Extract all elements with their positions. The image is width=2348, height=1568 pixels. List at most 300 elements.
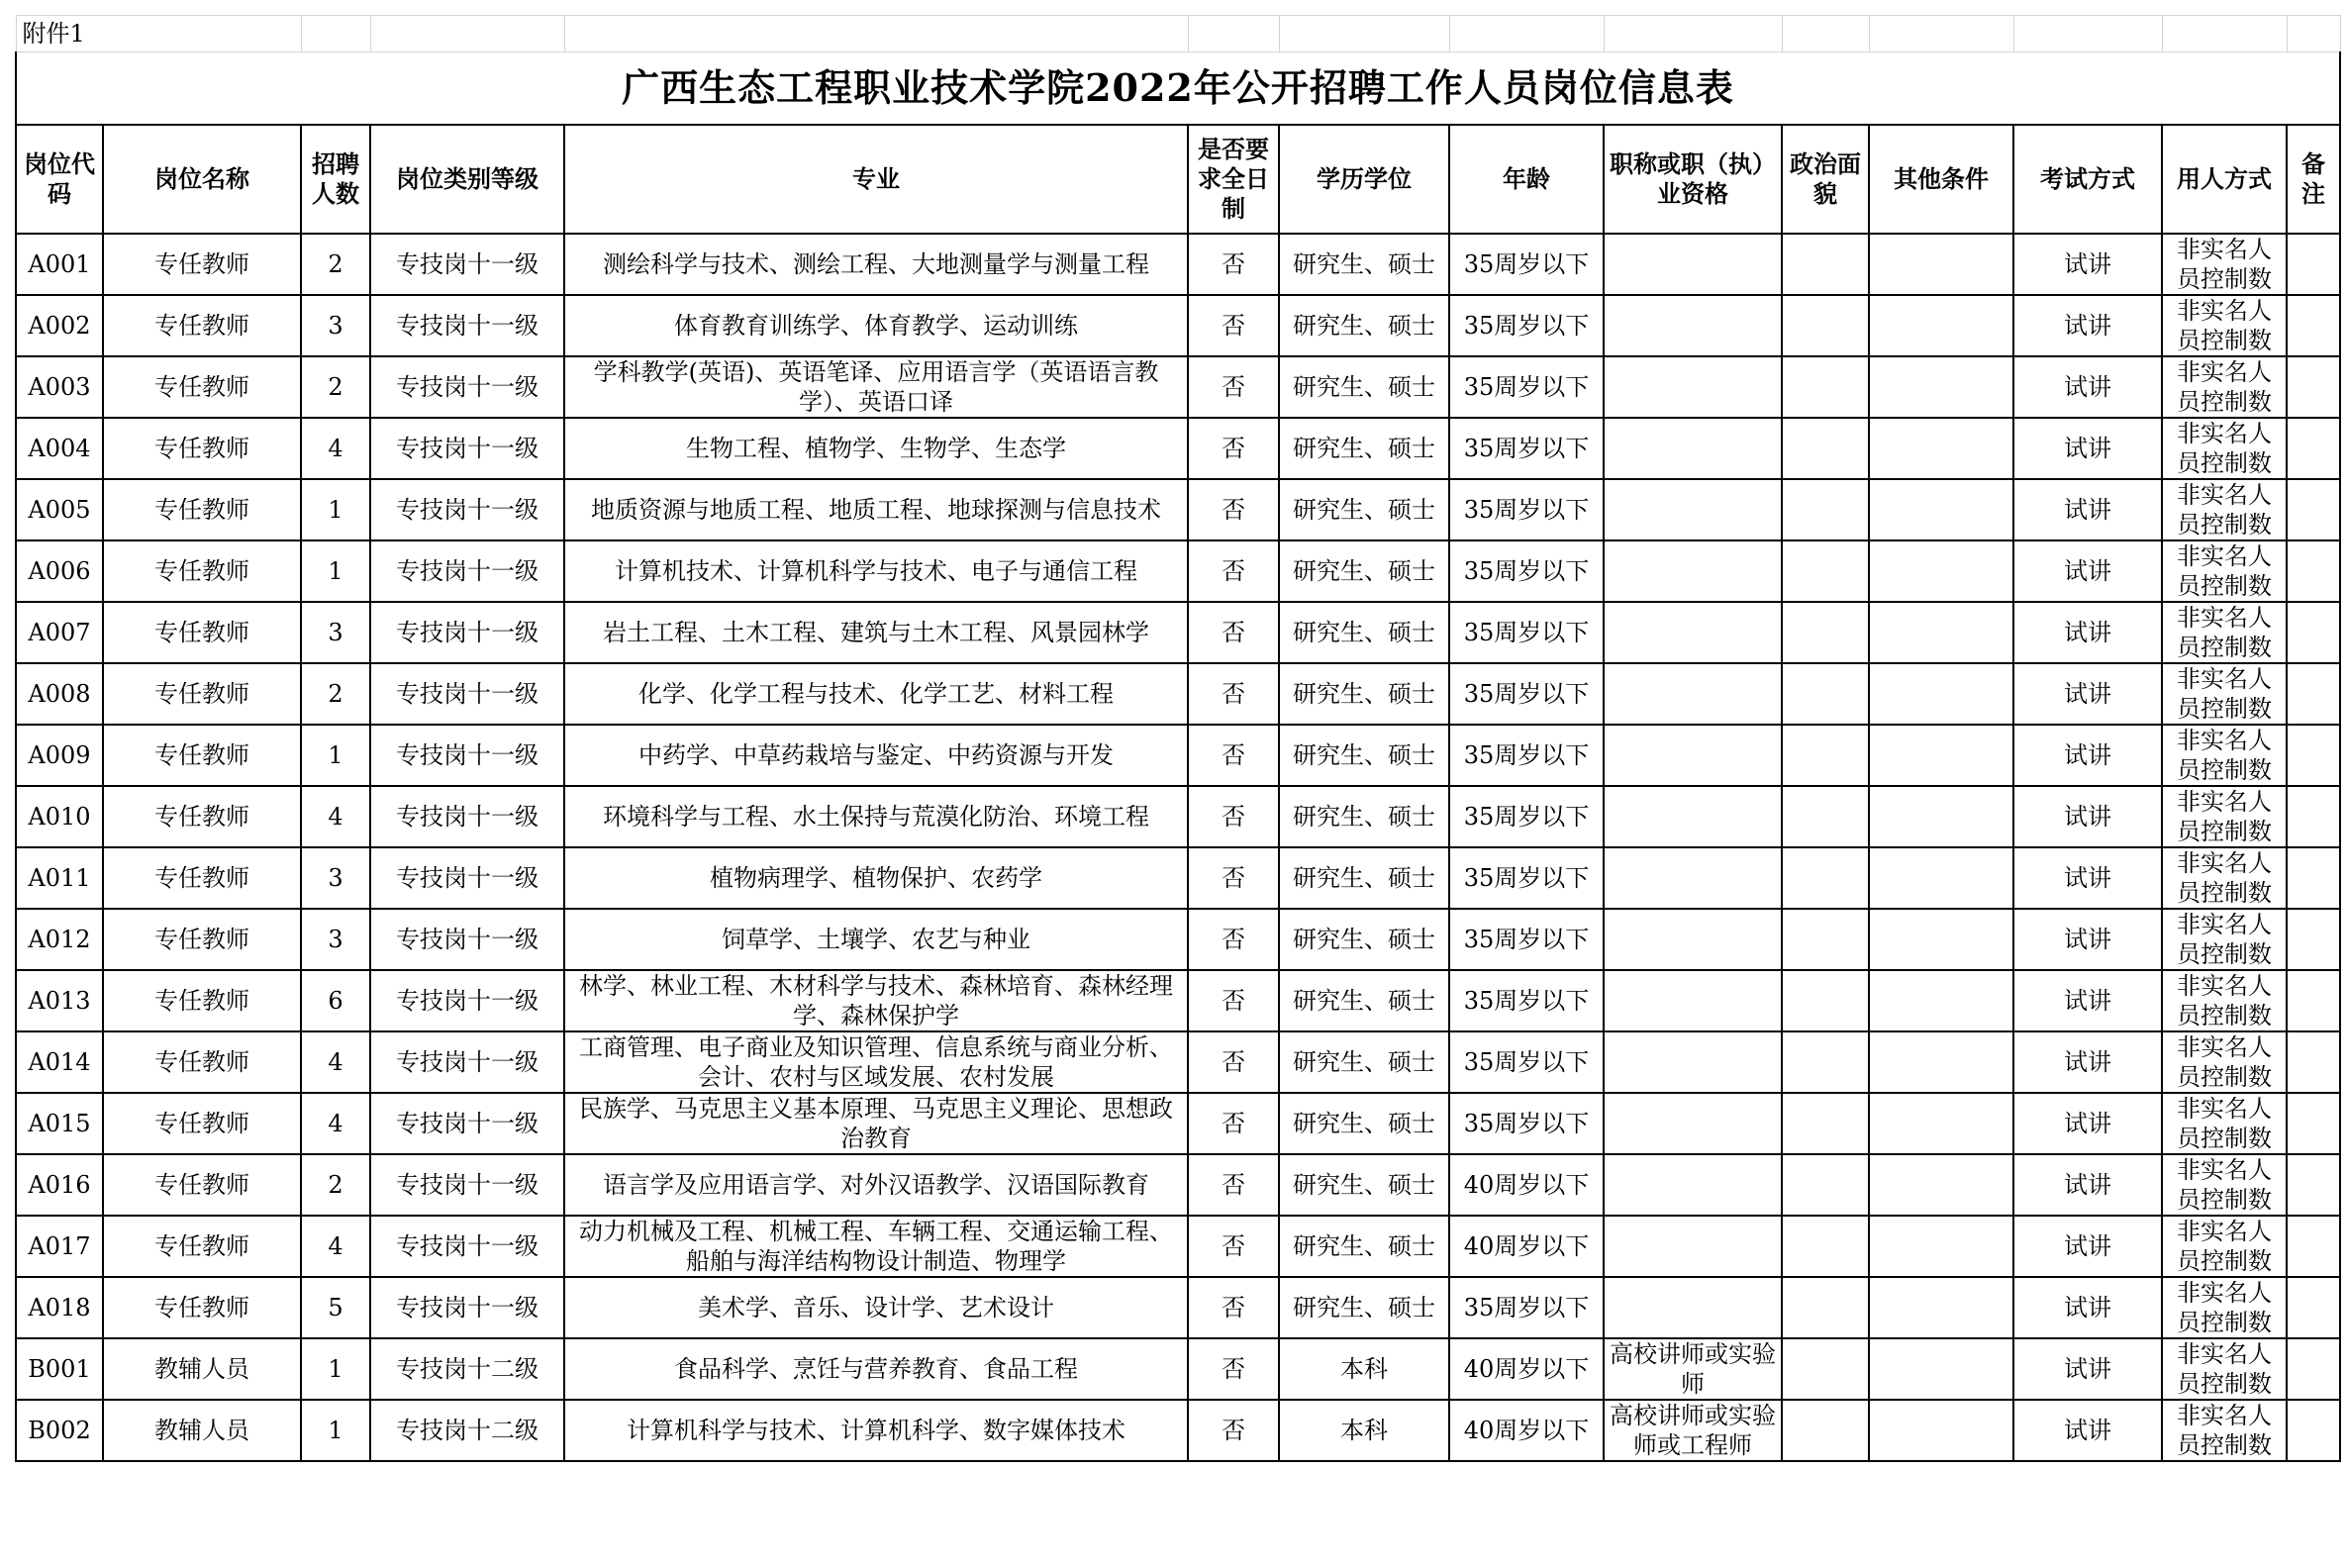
- cell-education[interactable]: 研究生、硕士: [1279, 1216, 1449, 1277]
- cell-qualification[interactable]: [1604, 234, 1782, 295]
- cell-education[interactable]: 研究生、硕士: [1279, 602, 1449, 663]
- cell-exam[interactable]: 试讲: [2013, 540, 2162, 602]
- cell-category[interactable]: 专技岗十一级: [370, 786, 564, 847]
- cell-education[interactable]: 研究生、硕士: [1279, 725, 1449, 786]
- cell-other[interactable]: [1869, 1031, 2013, 1093]
- cell-age[interactable]: 40周岁以下: [1449, 1154, 1604, 1216]
- cell-count[interactable]: 3: [301, 295, 370, 356]
- empty-cell[interactable]: [2287, 16, 2340, 52]
- cell-category[interactable]: 专技岗十一级: [370, 909, 564, 970]
- cell-other[interactable]: [1869, 418, 2013, 479]
- cell-education[interactable]: 研究生、硕士: [1279, 1154, 1449, 1216]
- cell-age[interactable]: 35周岁以下: [1449, 725, 1604, 786]
- cell-age[interactable]: 35周岁以下: [1449, 847, 1604, 909]
- cell-major[interactable]: 林学、林业工程、木材科学与技术、森林培育、森林经理学、森林保护学: [564, 970, 1188, 1031]
- cell-employment[interactable]: 非实名人员控制数: [2162, 418, 2287, 479]
- cell-age[interactable]: 35周岁以下: [1449, 540, 1604, 602]
- cell-fulltime[interactable]: 否: [1188, 602, 1279, 663]
- cell-employment[interactable]: 非实名人员控制数: [2162, 909, 2287, 970]
- cell-category[interactable]: 专技岗十一级: [370, 1093, 564, 1154]
- cell-employment[interactable]: 非实名人员控制数: [2162, 847, 2287, 909]
- cell-employment[interactable]: 非实名人员控制数: [2162, 663, 2287, 725]
- cell-name[interactable]: 专任教师: [103, 909, 301, 970]
- cell-category[interactable]: 专技岗十一级: [370, 1277, 564, 1338]
- cell-remark[interactable]: [2287, 356, 2340, 418]
- cell-category[interactable]: 专技岗十一级: [370, 847, 564, 909]
- cell-major[interactable]: 环境科学与工程、水土保持与荒漠化防治、环境工程: [564, 786, 1188, 847]
- cell-education[interactable]: 本科: [1279, 1338, 1449, 1400]
- cell-age[interactable]: 35周岁以下: [1449, 295, 1604, 356]
- cell-political[interactable]: [1782, 418, 1869, 479]
- cell-political[interactable]: [1782, 356, 1869, 418]
- cell-age[interactable]: 35周岁以下: [1449, 356, 1604, 418]
- cell-other[interactable]: [1869, 295, 2013, 356]
- cell-political[interactable]: [1782, 1216, 1869, 1277]
- cell-age[interactable]: 35周岁以下: [1449, 786, 1604, 847]
- cell-education[interactable]: 研究生、硕士: [1279, 847, 1449, 909]
- cell-age[interactable]: 35周岁以下: [1449, 418, 1604, 479]
- empty-cell[interactable]: [2013, 16, 2162, 52]
- cell-other[interactable]: [1869, 1277, 2013, 1338]
- cell-exam[interactable]: 试讲: [2013, 663, 2162, 725]
- cell-name[interactable]: 专任教师: [103, 1093, 301, 1154]
- cell-major[interactable]: 计算机技术、计算机科学与技术、电子与通信工程: [564, 540, 1188, 602]
- cell-qualification[interactable]: 高校讲师或实验师或工程师: [1604, 1400, 1782, 1461]
- cell-age[interactable]: 35周岁以下: [1449, 479, 1604, 540]
- cell-employment[interactable]: 非实名人员控制数: [2162, 1400, 2287, 1461]
- cell-remark[interactable]: [2287, 1216, 2340, 1277]
- cell-major[interactable]: 语言学及应用语言学、对外汉语教学、汉语国际教育: [564, 1154, 1188, 1216]
- cell-count[interactable]: 3: [301, 847, 370, 909]
- cell-remark[interactable]: [2287, 786, 2340, 847]
- cell-category[interactable]: 专技岗十二级: [370, 1338, 564, 1400]
- cell-other[interactable]: [1869, 847, 2013, 909]
- cell-other[interactable]: [1869, 479, 2013, 540]
- cell-political[interactable]: [1782, 1400, 1869, 1461]
- cell-employment[interactable]: 非实名人员控制数: [2162, 1093, 2287, 1154]
- cell-code[interactable]: B001: [16, 1338, 103, 1400]
- cell-political[interactable]: [1782, 786, 1869, 847]
- cell-major[interactable]: 体育教育训练学、体育教学、运动训练: [564, 295, 1188, 356]
- cell-education[interactable]: 研究生、硕士: [1279, 1031, 1449, 1093]
- cell-major[interactable]: 食品科学、烹饪与营养教育、食品工程: [564, 1338, 1188, 1400]
- cell-other[interactable]: [1869, 540, 2013, 602]
- cell-fulltime[interactable]: 否: [1188, 418, 1279, 479]
- cell-employment[interactable]: 非实名人员控制数: [2162, 1338, 2287, 1400]
- cell-exam[interactable]: 试讲: [2013, 786, 2162, 847]
- cell-fulltime[interactable]: 否: [1188, 479, 1279, 540]
- cell-count[interactable]: 4: [301, 786, 370, 847]
- cell-qualification[interactable]: [1604, 847, 1782, 909]
- cell-code[interactable]: A008: [16, 663, 103, 725]
- cell-qualification[interactable]: 高校讲师或实验师: [1604, 1338, 1782, 1400]
- cell-other[interactable]: [1869, 786, 2013, 847]
- cell-name[interactable]: 专任教师: [103, 1216, 301, 1277]
- cell-employment[interactable]: 非实名人员控制数: [2162, 1031, 2287, 1093]
- cell-name[interactable]: 教辅人员: [103, 1338, 301, 1400]
- empty-cell[interactable]: [1188, 16, 1279, 52]
- cell-category[interactable]: 专技岗十二级: [370, 1400, 564, 1461]
- cell-code[interactable]: A015: [16, 1093, 103, 1154]
- cell-age[interactable]: 40周岁以下: [1449, 1400, 1604, 1461]
- cell-education[interactable]: 研究生、硕士: [1279, 786, 1449, 847]
- cell-fulltime[interactable]: 否: [1188, 1093, 1279, 1154]
- cell-name[interactable]: 专任教师: [103, 786, 301, 847]
- cell-fulltime[interactable]: 否: [1188, 356, 1279, 418]
- empty-cell[interactable]: [301, 16, 370, 52]
- cell-other[interactable]: [1869, 1400, 2013, 1461]
- cell-education[interactable]: 研究生、硕士: [1279, 234, 1449, 295]
- cell-employment[interactable]: 非实名人员控制数: [2162, 540, 2287, 602]
- cell-education[interactable]: 研究生、硕士: [1279, 540, 1449, 602]
- cell-code[interactable]: A004: [16, 418, 103, 479]
- cell-qualification[interactable]: [1604, 1277, 1782, 1338]
- cell-exam[interactable]: 试讲: [2013, 479, 2162, 540]
- cell-code[interactable]: A007: [16, 602, 103, 663]
- cell-age[interactable]: 35周岁以下: [1449, 1277, 1604, 1338]
- cell-education[interactable]: 研究生、硕士: [1279, 479, 1449, 540]
- cell-exam[interactable]: 试讲: [2013, 909, 2162, 970]
- cell-political[interactable]: [1782, 970, 1869, 1031]
- cell-other[interactable]: [1869, 234, 2013, 295]
- cell-count[interactable]: 4: [301, 418, 370, 479]
- cell-code[interactable]: A013: [16, 970, 103, 1031]
- cell-major[interactable]: 测绘科学与技术、测绘工程、大地测量学与测量工程: [564, 234, 1188, 295]
- cell-other[interactable]: [1869, 1216, 2013, 1277]
- cell-remark[interactable]: [2287, 909, 2340, 970]
- cell-qualification[interactable]: [1604, 663, 1782, 725]
- cell-employment[interactable]: 非实名人员控制数: [2162, 1277, 2287, 1338]
- cell-name[interactable]: 专任教师: [103, 847, 301, 909]
- cell-count[interactable]: 3: [301, 602, 370, 663]
- cell-count[interactable]: 2: [301, 1154, 370, 1216]
- cell-remark[interactable]: [2287, 1400, 2340, 1461]
- cell-education[interactable]: 研究生、硕士: [1279, 418, 1449, 479]
- header-political: 政治面貌: [1782, 125, 1869, 234]
- cell-education[interactable]: 研究生、硕士: [1279, 295, 1449, 356]
- cell-employment[interactable]: 非实名人员控制数: [2162, 356, 2287, 418]
- cell-count[interactable]: 1: [301, 725, 370, 786]
- cell-exam[interactable]: 试讲: [2013, 847, 2162, 909]
- cell-employment[interactable]: 非实名人员控制数: [2162, 970, 2287, 1031]
- cell-fulltime[interactable]: 否: [1188, 540, 1279, 602]
- empty-cell[interactable]: [1782, 16, 1869, 52]
- cell-qualification[interactable]: [1604, 418, 1782, 479]
- cell-political[interactable]: [1782, 909, 1869, 970]
- cell-fulltime[interactable]: 否: [1188, 234, 1279, 295]
- cell-qualification[interactable]: [1604, 786, 1782, 847]
- attachment-row: [16, 16, 2340, 52]
- cell-education[interactable]: 研究生、硕士: [1279, 909, 1449, 970]
- cell-count[interactable]: 2: [301, 234, 370, 295]
- cell-category[interactable]: 专技岗十一级: [370, 1216, 564, 1277]
- table-row: [16, 234, 2340, 295]
- cell-major[interactable]: 饲草学、土壤学、农艺与种业: [564, 909, 1188, 970]
- cell-qualification[interactable]: [1604, 540, 1782, 602]
- cell-political[interactable]: [1782, 602, 1869, 663]
- cell-political[interactable]: [1782, 847, 1869, 909]
- cell-major[interactable]: 学科教学(英语)、英语笔译、应用语言学（英语语言教学）、英语口译: [564, 356, 1188, 418]
- cell-employment[interactable]: 非实名人员控制数: [2162, 479, 2287, 540]
- cell-exam[interactable]: 试讲: [2013, 970, 2162, 1031]
- cell-remark[interactable]: [2287, 663, 2340, 725]
- cell-count[interactable]: 1: [301, 1338, 370, 1400]
- cell-other[interactable]: [1869, 663, 2013, 725]
- cell-major[interactable]: 计算机科学与技术、计算机科学、数字媒体技术: [564, 1400, 1188, 1461]
- cell-name[interactable]: 专任教师: [103, 479, 301, 540]
- cell-other[interactable]: [1869, 602, 2013, 663]
- cell-exam[interactable]: 试讲: [2013, 1031, 2162, 1093]
- cell-other[interactable]: [1869, 1093, 2013, 1154]
- cell-qualification[interactable]: [1604, 970, 1782, 1031]
- cell-fulltime[interactable]: 否: [1188, 1154, 1279, 1216]
- cell-remark[interactable]: [2287, 1093, 2340, 1154]
- cell-qualification[interactable]: [1604, 295, 1782, 356]
- cell-count[interactable]: 2: [301, 663, 370, 725]
- cell-major[interactable]: 地质资源与地质工程、地质工程、地球探测与信息技术: [564, 479, 1188, 540]
- cell-major[interactable]: 中药学、中草药栽培与鉴定、中药资源与开发: [564, 725, 1188, 786]
- cell-education[interactable]: 研究生、硕士: [1279, 356, 1449, 418]
- empty-cell[interactable]: [2162, 16, 2287, 52]
- cell-education[interactable]: 研究生、硕士: [1279, 970, 1449, 1031]
- cell-exam[interactable]: 试讲: [2013, 1338, 2162, 1400]
- cell-count[interactable]: 4: [301, 1031, 370, 1093]
- cell-name[interactable]: 专任教师: [103, 602, 301, 663]
- cell-count[interactable]: 1: [301, 540, 370, 602]
- cell-fulltime[interactable]: 否: [1188, 847, 1279, 909]
- cell-employment[interactable]: 非实名人员控制数: [2162, 1154, 2287, 1216]
- cell-employment[interactable]: 非实名人员控制数: [2162, 295, 2287, 356]
- cell-fulltime[interactable]: 否: [1188, 909, 1279, 970]
- cell-age[interactable]: 40周岁以下: [1449, 1216, 1604, 1277]
- cell-category[interactable]: 专技岗十一级: [370, 663, 564, 725]
- cell-code[interactable]: A012: [16, 909, 103, 970]
- cell-name[interactable]: 专任教师: [103, 295, 301, 356]
- cell-remark[interactable]: [2287, 1338, 2340, 1400]
- cell-remark[interactable]: [2287, 418, 2340, 479]
- cell-major[interactable]: 植物病理学、植物保护、农药学: [564, 847, 1188, 909]
- cell-category[interactable]: 专技岗十一级: [370, 356, 564, 418]
- cell-age[interactable]: 35周岁以下: [1449, 663, 1604, 725]
- cell-fulltime[interactable]: 否: [1188, 1277, 1279, 1338]
- cell-other[interactable]: [1869, 1338, 2013, 1400]
- cell-name[interactable]: 专任教师: [103, 1154, 301, 1216]
- cell-qualification[interactable]: [1604, 1154, 1782, 1216]
- cell-qualification[interactable]: [1604, 1031, 1782, 1093]
- cell-fulltime[interactable]: 否: [1188, 970, 1279, 1031]
- cell-major[interactable]: 工商管理、电子商业及知识管理、信息系统与商业分析、会计、农村与区域发展、农村发展: [564, 1031, 1188, 1093]
- empty-cell[interactable]: [564, 16, 1188, 52]
- cell-category[interactable]: 专技岗十一级: [370, 602, 564, 663]
- cell-political[interactable]: [1782, 663, 1869, 725]
- cell-name[interactable]: 专任教师: [103, 725, 301, 786]
- cell-qualification[interactable]: [1604, 602, 1782, 663]
- empty-cell[interactable]: [1604, 16, 1782, 52]
- cell-name[interactable]: 专任教师: [103, 663, 301, 725]
- cell-count[interactable]: 1: [301, 1400, 370, 1461]
- cell-count[interactable]: 4: [301, 1093, 370, 1154]
- cell-code[interactable]: A006: [16, 540, 103, 602]
- cell-major[interactable]: 生物工程、植物学、生物学、生态学: [564, 418, 1188, 479]
- title-row: [16, 52, 2340, 126]
- cell-fulltime[interactable]: 否: [1188, 725, 1279, 786]
- cell-name[interactable]: 专任教师: [103, 356, 301, 418]
- cell-fulltime[interactable]: 否: [1188, 1400, 1279, 1461]
- cell-political[interactable]: [1782, 234, 1869, 295]
- cell-qualification[interactable]: [1604, 1093, 1782, 1154]
- cell-fulltime[interactable]: 否: [1188, 1031, 1279, 1093]
- cell-remark[interactable]: [2287, 234, 2340, 295]
- empty-cell[interactable]: [1869, 16, 2013, 52]
- cell-category[interactable]: 专技岗十一级: [370, 540, 564, 602]
- cell-major[interactable]: 动力机械及工程、机械工程、车辆工程、交通运输工程、船舶与海洋结构物设计制造、物理学: [564, 1216, 1188, 1277]
- cell-name[interactable]: 专任教师: [103, 540, 301, 602]
- cell-exam[interactable]: 试讲: [2013, 1093, 2162, 1154]
- cell-qualification[interactable]: [1604, 909, 1782, 970]
- cell-category[interactable]: 专技岗十一级: [370, 1031, 564, 1093]
- cell-fulltime[interactable]: 否: [1188, 1216, 1279, 1277]
- cell-age[interactable]: 35周岁以下: [1449, 234, 1604, 295]
- cell-remark[interactable]: [2287, 602, 2340, 663]
- cell-political[interactable]: [1782, 1277, 1869, 1338]
- cell-count[interactable]: 5: [301, 1277, 370, 1338]
- cell-education[interactable]: 研究生、硕士: [1279, 663, 1449, 725]
- cell-education[interactable]: 本科: [1279, 1400, 1449, 1461]
- cell-code[interactable]: A011: [16, 847, 103, 909]
- cell-code[interactable]: A014: [16, 1031, 103, 1093]
- cell-fulltime[interactable]: 否: [1188, 295, 1279, 356]
- empty-cell[interactable]: [1449, 16, 1604, 52]
- cell-education[interactable]: 研究生、硕士: [1279, 1277, 1449, 1338]
- cell-qualification[interactable]: [1604, 356, 1782, 418]
- cell-category[interactable]: 专技岗十一级: [370, 234, 564, 295]
- cell-category[interactable]: 专技岗十一级: [370, 479, 564, 540]
- cell-other[interactable]: [1869, 356, 2013, 418]
- cell-exam[interactable]: 试讲: [2013, 725, 2162, 786]
- cell-employment[interactable]: 非实名人员控制数: [2162, 1216, 2287, 1277]
- cell-age[interactable]: 40周岁以下: [1449, 1338, 1604, 1400]
- cell-name[interactable]: 教辅人员: [103, 1400, 301, 1461]
- cell-qualification[interactable]: [1604, 725, 1782, 786]
- cell-remark[interactable]: [2287, 540, 2340, 602]
- cell-political[interactable]: [1782, 295, 1869, 356]
- cell-age[interactable]: 35周岁以下: [1449, 1031, 1604, 1093]
- cell-count[interactable]: 4: [301, 1216, 370, 1277]
- cell-exam[interactable]: 试讲: [2013, 1277, 2162, 1338]
- cell-education[interactable]: 研究生、硕士: [1279, 1093, 1449, 1154]
- cell-remark[interactable]: [2287, 725, 2340, 786]
- cell-name[interactable]: 专任教师: [103, 418, 301, 479]
- cell-employment[interactable]: 非实名人员控制数: [2162, 725, 2287, 786]
- cell-political[interactable]: [1782, 725, 1869, 786]
- cell-remark[interactable]: [2287, 847, 2340, 909]
- cell-exam[interactable]: 试讲: [2013, 295, 2162, 356]
- cell-code[interactable]: A009: [16, 725, 103, 786]
- cell-exam[interactable]: 试讲: [2013, 234, 2162, 295]
- cell-age[interactable]: 35周岁以下: [1449, 909, 1604, 970]
- cell-major[interactable]: 岩土工程、土木工程、建筑与土木工程、风景园林学: [564, 602, 1188, 663]
- cell-fulltime[interactable]: 否: [1188, 663, 1279, 725]
- cell-other[interactable]: [1869, 725, 2013, 786]
- header-exam: 考试方式: [2013, 125, 2162, 234]
- cell-political[interactable]: [1782, 540, 1869, 602]
- cell-age[interactable]: 35周岁以下: [1449, 602, 1604, 663]
- cell-fulltime[interactable]: 否: [1188, 1338, 1279, 1400]
- cell-political[interactable]: [1782, 1031, 1869, 1093]
- cell-major[interactable]: 民族学、马克思主义基本原理、马克思主义理论、思想政治教育: [564, 1093, 1188, 1154]
- cell-name[interactable]: 专任教师: [103, 234, 301, 295]
- cell-exam[interactable]: 试讲: [2013, 1154, 2162, 1216]
- cell-category[interactable]: 专技岗十一级: [370, 295, 564, 356]
- cell-code[interactable]: A003: [16, 356, 103, 418]
- cell-category[interactable]: 专技岗十一级: [370, 1154, 564, 1216]
- cell-remark[interactable]: [2287, 1277, 2340, 1338]
- cell-code[interactable]: A010: [16, 786, 103, 847]
- cell-age[interactable]: 35周岁以下: [1449, 970, 1604, 1031]
- cell-political[interactable]: [1782, 479, 1869, 540]
- cell-exam[interactable]: 试讲: [2013, 1400, 2162, 1461]
- cell-remark[interactable]: [2287, 479, 2340, 540]
- cell-category[interactable]: 专技岗十一级: [370, 725, 564, 786]
- table-row: [16, 1154, 2340, 1216]
- cell-exam[interactable]: 试讲: [2013, 602, 2162, 663]
- cell-code[interactable]: A001: [16, 234, 103, 295]
- cell-count[interactable]: 2: [301, 356, 370, 418]
- cell-code[interactable]: A018: [16, 1277, 103, 1338]
- cell-category[interactable]: 专技岗十一级: [370, 970, 564, 1031]
- cell-qualification[interactable]: [1604, 479, 1782, 540]
- cell-remark[interactable]: [2287, 1031, 2340, 1093]
- cell-category[interactable]: 专技岗十一级: [370, 418, 564, 479]
- cell-employment[interactable]: 非实名人员控制数: [2162, 234, 2287, 295]
- cell-exam[interactable]: 试讲: [2013, 418, 2162, 479]
- cell-name[interactable]: 专任教师: [103, 1031, 301, 1093]
- cell-code[interactable]: A005: [16, 479, 103, 540]
- cell-count[interactable]: 1: [301, 479, 370, 540]
- cell-exam[interactable]: 试讲: [2013, 356, 2162, 418]
- cell-code[interactable]: A017: [16, 1216, 103, 1277]
- cell-code[interactable]: A002: [16, 295, 103, 356]
- cell-employment[interactable]: 非实名人员控制数: [2162, 786, 2287, 847]
- cell-employment[interactable]: 非实名人员控制数: [2162, 602, 2287, 663]
- cell-code[interactable]: A016: [16, 1154, 103, 1216]
- empty-cell[interactable]: [370, 16, 564, 52]
- cell-other[interactable]: [1869, 909, 2013, 970]
- cell-political[interactable]: [1782, 1154, 1869, 1216]
- cell-major[interactable]: 美术学、音乐、设计学、艺术设计: [564, 1277, 1188, 1338]
- table-row: [16, 1400, 2340, 1461]
- table-row: [16, 295, 2340, 356]
- cell-fulltime[interactable]: 否: [1188, 786, 1279, 847]
- cell-name[interactable]: 专任教师: [103, 970, 301, 1031]
- cell-count[interactable]: 3: [301, 909, 370, 970]
- cell-age[interactable]: 35周岁以下: [1449, 1093, 1604, 1154]
- cell-remark[interactable]: [2287, 970, 2340, 1031]
- cell-count[interactable]: 6: [301, 970, 370, 1031]
- cell-exam[interactable]: 试讲: [2013, 1216, 2162, 1277]
- empty-cell[interactable]: [1279, 16, 1449, 52]
- cell-other[interactable]: [1869, 970, 2013, 1031]
- cell-code[interactable]: B002: [16, 1400, 103, 1461]
- cell-political[interactable]: [1782, 1338, 1869, 1400]
- cell-other[interactable]: [1869, 1154, 2013, 1216]
- cell-major[interactable]: 化学、化学工程与技术、化学工艺、材料工程: [564, 663, 1188, 725]
- cell-qualification[interactable]: [1604, 1216, 1782, 1277]
- cell-remark[interactable]: [2287, 295, 2340, 356]
- cell-political[interactable]: [1782, 1093, 1869, 1154]
- cell-remark[interactable]: [2287, 1154, 2340, 1216]
- cell-name[interactable]: 专任教师: [103, 1277, 301, 1338]
